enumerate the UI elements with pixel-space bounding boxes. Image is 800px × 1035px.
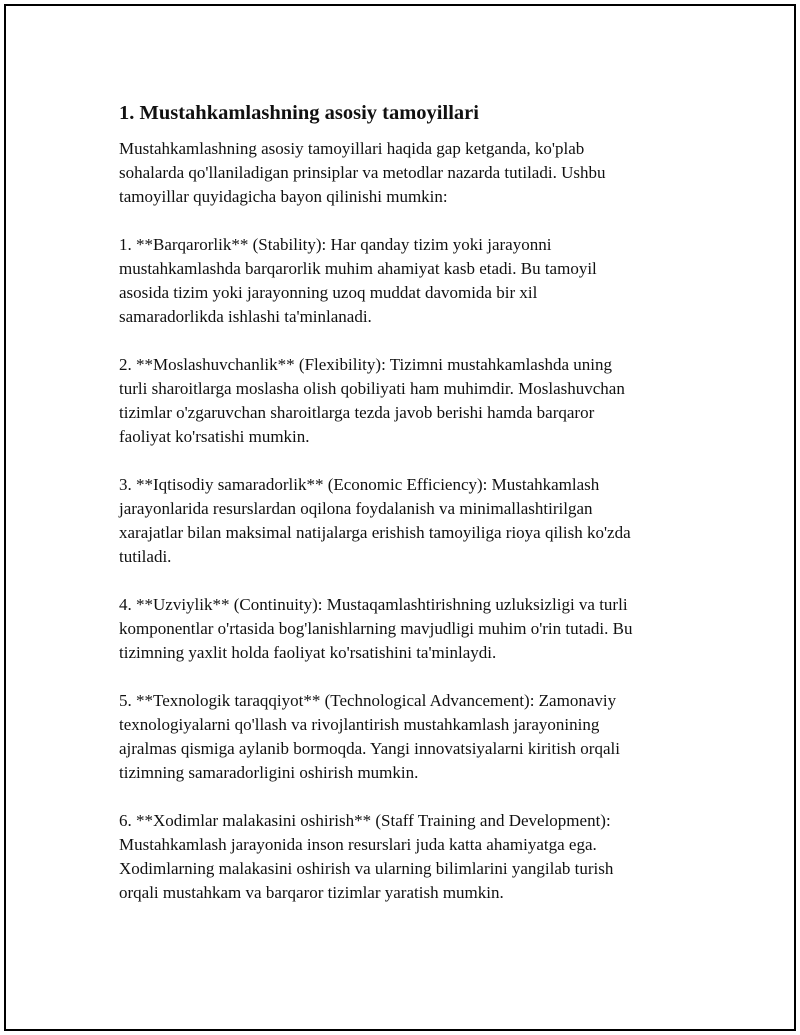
text-line: sohalarda qo'llaniladigan prinsiplar va metodlar nazarda tutiladi. Ushbu: [119, 163, 606, 182]
text-line: jarayonlarida resurslardan oqilona foydalanish va minimallashtirilgan: [119, 499, 593, 518]
text-line: 5. **Texnologik taraqqiyot** (Technological Advancement): Zamonaviy: [119, 691, 617, 710]
principle-continuity: [119, 593, 704, 665]
text-line: ajralmas qismiga aylanib bormoqda. Yangi innovatsiyalarni kiritish orqali: [119, 739, 620, 758]
principle-flexibility: [119, 353, 704, 449]
principle-stability: [119, 233, 704, 329]
text-line: 1. **Barqarorlik** (Stability): Har qanday tizim yoki jarayonni: [119, 235, 552, 254]
principle-economic-efficiency: [119, 473, 704, 569]
text-line: Xodimlarning malakasini oshirish va ularning bilimlarini yangilab turish: [119, 859, 614, 878]
text-line: mustahkamlashda barqarorlik muhim ahamiyat kasb etadi. Bu tamoyil: [119, 259, 597, 278]
text-line: 4. **Uzviylik** (Continuity): Mustaqamlashtirishning uzluksizligi va turli: [119, 595, 628, 614]
text-line: tizimning yaxlit holda faoliyat ko'rsatishini ta'minlaydi.: [119, 643, 497, 662]
text-line: turli sharoitlarga moslasha olish qobiliyati ham muhimdir. Moslashuvchan: [119, 379, 625, 398]
text-line: tizimning samaradorligini oshirish mumkin.: [119, 763, 419, 782]
text-line: xarajatlar bilan maksimal natijalarga erishish tamoyiliga rioya qilish ko'zda: [119, 523, 631, 542]
text-line: orqali mustahkam va barqaror tizimlar yaratish mumkin.: [119, 883, 504, 902]
intro-paragraph: [119, 137, 704, 209]
text-line: faoliyat ko'rsatishi mumkin.: [119, 427, 310, 446]
text-line: 3. **Iqtisodiy samaradorlik** (Economic Efficiency): Mustahkamlash: [119, 475, 600, 494]
text-line: samaradorlikda ishlashi ta'minlanadi.: [119, 307, 372, 326]
page-border: [4, 4, 796, 1031]
document-body: [119, 100, 704, 929]
text-line: tizimlar o'zgaruvchan sharoitlarga tezda javob berishi hamda barqaror: [119, 403, 595, 422]
principle-staff-training: [119, 809, 704, 905]
text-line: texnologiyalarni qo'llash va rivojlantirish mustahkamlash jarayonining: [119, 715, 600, 734]
text-line: tutiladi.: [119, 547, 172, 566]
text-line: asosida tizim yoki jarayonning uzoq muddat davomida bir xil: [119, 283, 538, 302]
text-line: tamoyillar quyidagicha bayon qilinishi mumkin:: [119, 187, 448, 206]
text-line: komponentlar o'rtasida bog'lanishlarning mavjudligi muhim o'rin tutadi. Bu: [119, 619, 633, 638]
text-line: Mustahkamlash jarayonida inson resurslari juda katta ahamiyatga ega.: [119, 835, 597, 854]
text-line: 6. **Xodimlar malakasini oshirish** (Staff Training and Development):: [119, 811, 611, 830]
principle-technological-advancement: [119, 689, 704, 785]
section-title: 1. Mustahkamlashning asosiy tamoyillari: [119, 102, 479, 124]
text-line: Mustahkamlashning asosiy tamoyillari haqida gap ketganda, ko'plab: [119, 139, 585, 158]
text-line: 2. **Moslashuvchanlik** (Flexibility): Tizimni mustahkamlashda uning: [119, 355, 612, 374]
